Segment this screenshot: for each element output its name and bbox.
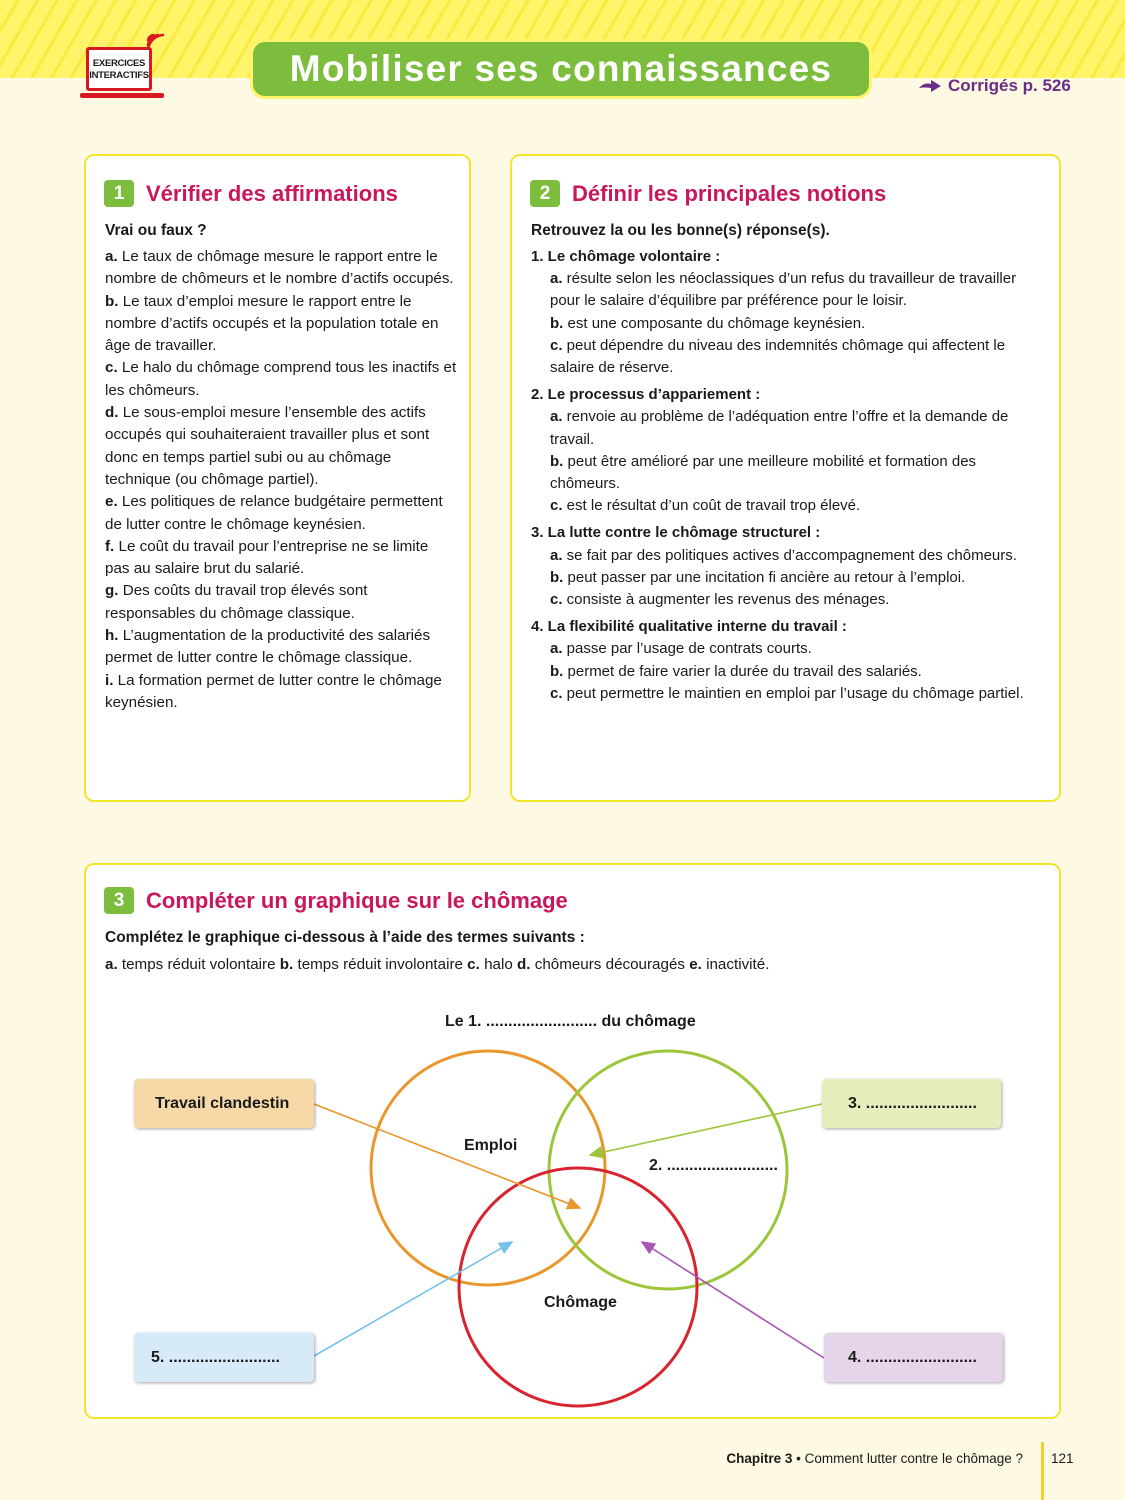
- option-text: est une composante du chômage keynésien.: [563, 314, 866, 332]
- exercise-number-badge: 1: [104, 180, 134, 207]
- question-text: La flexibilité qualitative interne du travail :: [543, 618, 847, 636]
- option-letter: b.: [550, 452, 564, 470]
- term-letter: d.: [517, 956, 531, 973]
- option-text: est le résultat d’un coût de travail trop élevé.: [562, 497, 861, 515]
- footer-divider: [1041, 1442, 1044, 1500]
- page-footer: [726, 1451, 1023, 1466]
- exercise-instruction: Complétez le graphique ci-dessous à l’aide des termes suivants :: [105, 929, 585, 946]
- corriges-label: Corrigés p. 526: [948, 76, 1071, 95]
- option-text: consiste à augmenter les revenus des ménages.: [562, 591, 890, 609]
- label-emploi: Emploi: [464, 1137, 518, 1154]
- option-text: renvoie au problème de l’adéquation entre l’offre et la demande de travail.: [550, 408, 1009, 448]
- logo-line-1: EXERCICES: [92, 58, 146, 69]
- option-letter: c.: [550, 684, 563, 702]
- option-text: peut être amélioré par une meilleure mobilité et formation des chômeurs.: [550, 452, 977, 493]
- term-letter: c.: [467, 956, 480, 973]
- item-letter: h.: [105, 627, 119, 645]
- option-letter: a.: [550, 270, 563, 288]
- term-letter: a.: [105, 956, 118, 973]
- question-text: La lutte contre le chômage structurel :: [543, 524, 821, 542]
- question-text: Le chômage volontaire :: [543, 248, 721, 265]
- item-letter: i.: [105, 671, 114, 689]
- option-letter: b.: [550, 314, 564, 332]
- diagram-title: Le 1. ......................... du chômage: [445, 1013, 696, 1030]
- tag-label: 4. .........................: [848, 1348, 977, 1366]
- option-letter: c.: [550, 497, 563, 515]
- item-text: Le coût du travail pour l’entreprise ne se limite pas au salaire brut du salarié.: [105, 537, 429, 578]
- footer-separator: •: [792, 1451, 805, 1466]
- option-text: passe par l’usage de contrats courts.: [562, 640, 812, 658]
- item-text: Le halo du chômage comprend tous les inactifs et les chômeurs.: [105, 359, 457, 399]
- item-text: Le sous-emploi mesure l’ensemble des actifs occupés qui souhaiteraient travailler plus et sont donc en temps partiel subi ou au chômage technique (ou chômage partiel).: [105, 404, 430, 488]
- question-number: 1.: [531, 248, 544, 265]
- tag-blank-3[interactable]: [822, 1079, 1001, 1128]
- footer-subtitle: Comment lutter contre le chômage ?: [804, 1451, 1023, 1466]
- question-number: 2.: [531, 386, 544, 404]
- tag-label: 3. .........................: [848, 1094, 977, 1112]
- item-text: Le taux de chômage mesure le rapport entre le nombre de chômeurs et le nombre d’actifs occupés.: [105, 248, 454, 288]
- exercise-instruction: Retrouvez la ou les bonne(s) réponse(s).: [531, 222, 830, 239]
- option-letter: a.: [550, 546, 563, 564]
- item-letter: g.: [105, 582, 119, 600]
- option-letter: c.: [550, 591, 563, 609]
- arrow-3: [590, 1104, 822, 1155]
- option-text: résulte selon les néoclassiques d’un refus du travailleur de travailler pour le salaire d’équilibre par préférence pour le loisir.: [550, 270, 1017, 310]
- exercise-title: Vérifier des affirmations: [146, 180, 398, 206]
- label-blank-2: 2. .........................: [649, 1157, 778, 1174]
- exercise-title: Définir les principales notions: [572, 180, 887, 206]
- item-letter: a.: [105, 248, 118, 265]
- term-text: inactivité.: [701, 956, 770, 973]
- option-letter: b.: [550, 568, 564, 586]
- exercise-number-badge: 2: [530, 180, 560, 207]
- option-letter: a.: [550, 640, 563, 658]
- question-number: 4.: [531, 618, 544, 636]
- footer-chapter: Chapitre 3: [726, 1451, 793, 1466]
- tag-label: 5. .........................: [151, 1348, 280, 1366]
- term-text: chômeurs découragés: [530, 956, 690, 973]
- item-letter: d.: [105, 404, 119, 422]
- item-text: Les politiques de relance budgétaire permettent de lutter contre le chômage keynésien.: [105, 493, 443, 533]
- option-text: peut permettre le maintien en emploi par l’usage du chômage partiel.: [562, 684, 1024, 702]
- item-text: Des coûts du travail trop élevés sont responsables du chômage classique.: [105, 582, 368, 622]
- arrow-4: [642, 1242, 824, 1358]
- question-number: 3.: [531, 524, 544, 542]
- arrow-clandestin: [314, 1104, 580, 1208]
- option-letter: a.: [550, 408, 563, 426]
- term-text: halo: [479, 956, 517, 973]
- exercise-number-badge: 3: [104, 887, 134, 914]
- tag-blank-5[interactable]: [134, 1333, 314, 1382]
- question-text: Le processus d’appariement :: [543, 386, 761, 404]
- option-text: peut dépendre du niveau des indemnités chômage qui affectent le salaire de réserve.: [550, 336, 1006, 377]
- item-letter: f.: [105, 537, 115, 555]
- tag-label: Travail clandestin: [155, 1094, 290, 1112]
- label-chomage: Chômage: [544, 1294, 617, 1311]
- tag-travail-clandestin: [134, 1079, 314, 1128]
- option-letter: c.: [550, 336, 563, 354]
- term-text: temps réduit volontaire: [117, 956, 280, 973]
- logo-line-2: INTERACTIFS: [89, 70, 149, 81]
- item-letter: c.: [105, 359, 118, 377]
- item-letter: e.: [105, 493, 118, 511]
- page-number: 121: [1051, 1451, 1074, 1466]
- item-text: Le taux d’emploi mesure le rapport entre le nombre d’actifs occupés et la population totale en âge de travailler.: [105, 292, 439, 355]
- term-letter: e.: [689, 956, 702, 973]
- exercise-title: Compléter un graphique sur le chômage: [146, 887, 568, 913]
- term-text: temps réduit involontaire: [293, 956, 468, 973]
- item-text: La formation permet de lutter contre le chômage keynésien.: [105, 671, 442, 711]
- item-text: L’augmentation de la productivité des salariés permet de lutter contre le chômage classique.: [105, 627, 431, 667]
- option-text: se fait par des politiques actives d’accompagnement des chômeurs.: [562, 546, 1017, 564]
- tag-blank-4[interactable]: [824, 1333, 1003, 1382]
- circle-chomage: [459, 1168, 697, 1406]
- term-letter: b.: [279, 956, 294, 973]
- option-text: peut passer par une incitation fi ancière au retour à l’emploi.: [563, 568, 966, 586]
- page-title: Mobiliser ses connaissances: [289, 48, 833, 89]
- option-text: permet de faire varier la durée du travail des salariés.: [563, 662, 922, 680]
- exercise-instruction: Vrai ou faux ?: [105, 222, 207, 239]
- option-letter: b.: [550, 662, 564, 680]
- item-letter: b.: [105, 292, 119, 310]
